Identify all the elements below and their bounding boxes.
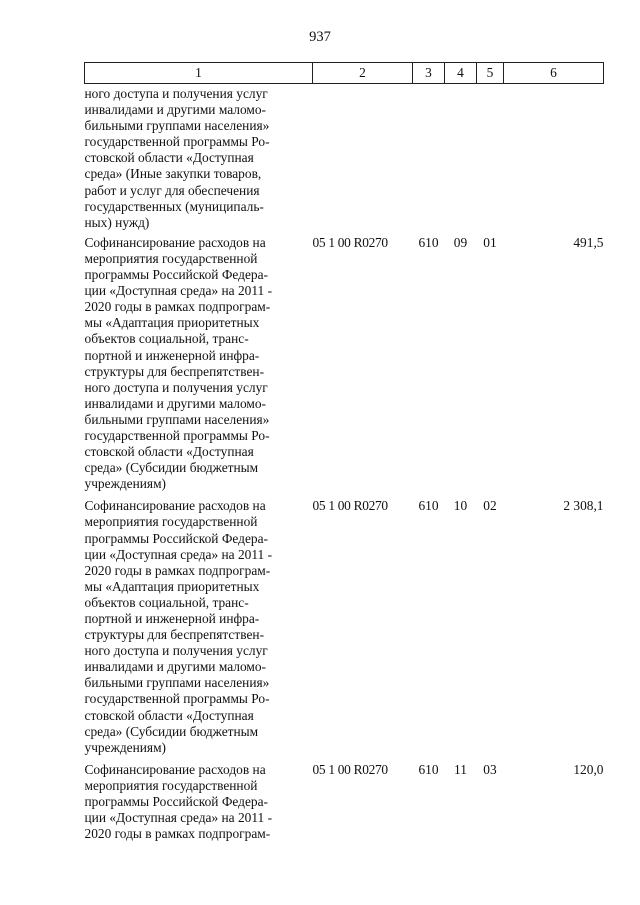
column-header-1: 1 — [85, 63, 313, 84]
table-row — [85, 496, 604, 760]
row-section: 10 — [453, 498, 468, 514]
row-amount: 2 308,1 — [563, 498, 604, 514]
row-subsection: 01 — [483, 234, 497, 250]
row-expense-type: 610 — [418, 761, 439, 777]
row-amount: 491,5 — [573, 234, 604, 250]
column-header-3: 3 — [413, 63, 445, 84]
page-number: 937 — [309, 29, 331, 45]
row-subsection: 02 — [483, 498, 497, 514]
row-target-code: 05 1 00 R0270 — [312, 498, 388, 514]
row-amount — [504, 84, 604, 233]
column-header-2: 2 — [313, 63, 413, 84]
table-row — [85, 233, 604, 497]
table-header-row — [85, 63, 604, 84]
row-description: ного доступа и получения услуг инвалидами и другими маломо- бильными группами населения» государственной программы Ро- стовской области «Доступная среда» (Иные закупки товаров, работ и услуг для обеспечения государственных (муниципаль- ных) нужд) — [84, 86, 270, 230]
row-subsection: 03 — [483, 761, 497, 777]
column-header-6: 6 — [504, 63, 604, 84]
row-section: 11 — [454, 761, 467, 777]
row-amount: 120,0 — [573, 761, 604, 777]
row-expense-type: 610 — [418, 234, 439, 250]
column-header-4: 4 — [445, 63, 477, 84]
row-expense-type — [413, 84, 445, 233]
table-row — [85, 84, 604, 233]
table-row — [85, 760, 604, 846]
row-description: Софинансирование расходов на мероприятия государственной программы Российской Федера- ции «Доступная среда» на 2011 - 2020 годы в рамках подпрограм- — [84, 761, 273, 842]
row-section — [445, 84, 477, 233]
row-target-code: 05 1 00 R0270 — [312, 761, 388, 777]
row-target-code — [313, 84, 413, 233]
column-header-5: 5 — [477, 63, 504, 84]
row-description: Софинансирование расходов на мероприятия государственной программы Российской Федера- ции «Доступная среда» на 2011 - 2020 годы в рамках подпрограм- мы «Адаптация приоритетных объектов социальной, транс- портной и инженерной инфра- структуры для беспрепятствен- ного доступа и получения услуг инвалидами и другими маломо- бильными группами населения» государственной программы Ро- стовской области «Доступная среда» (Субсидии бюджетным учреждениям) — [84, 234, 273, 492]
row-section: 09 — [453, 234, 468, 250]
budget-table — [84, 62, 604, 846]
row-expense-type: 610 — [418, 498, 439, 514]
row-description: Софинансирование расходов на мероприятия государственной программы Российской Федера- ции «Доступная среда» на 2011 - 2020 годы в рамках подпрограм- мы «Адаптация приоритетных объектов социальной, транс- портной и инженерной инфра- структуры для беспрепятствен- ного доступа и получения услуг инвалидами и другими маломо- бильными группами населения» государственной программы Ро- стовской области «Доступная среда» (Субсидии бюджетным учреждениям) — [84, 498, 273, 755]
row-subsection — [477, 84, 504, 233]
row-target-code: 05 1 00 R0270 — [312, 234, 388, 250]
